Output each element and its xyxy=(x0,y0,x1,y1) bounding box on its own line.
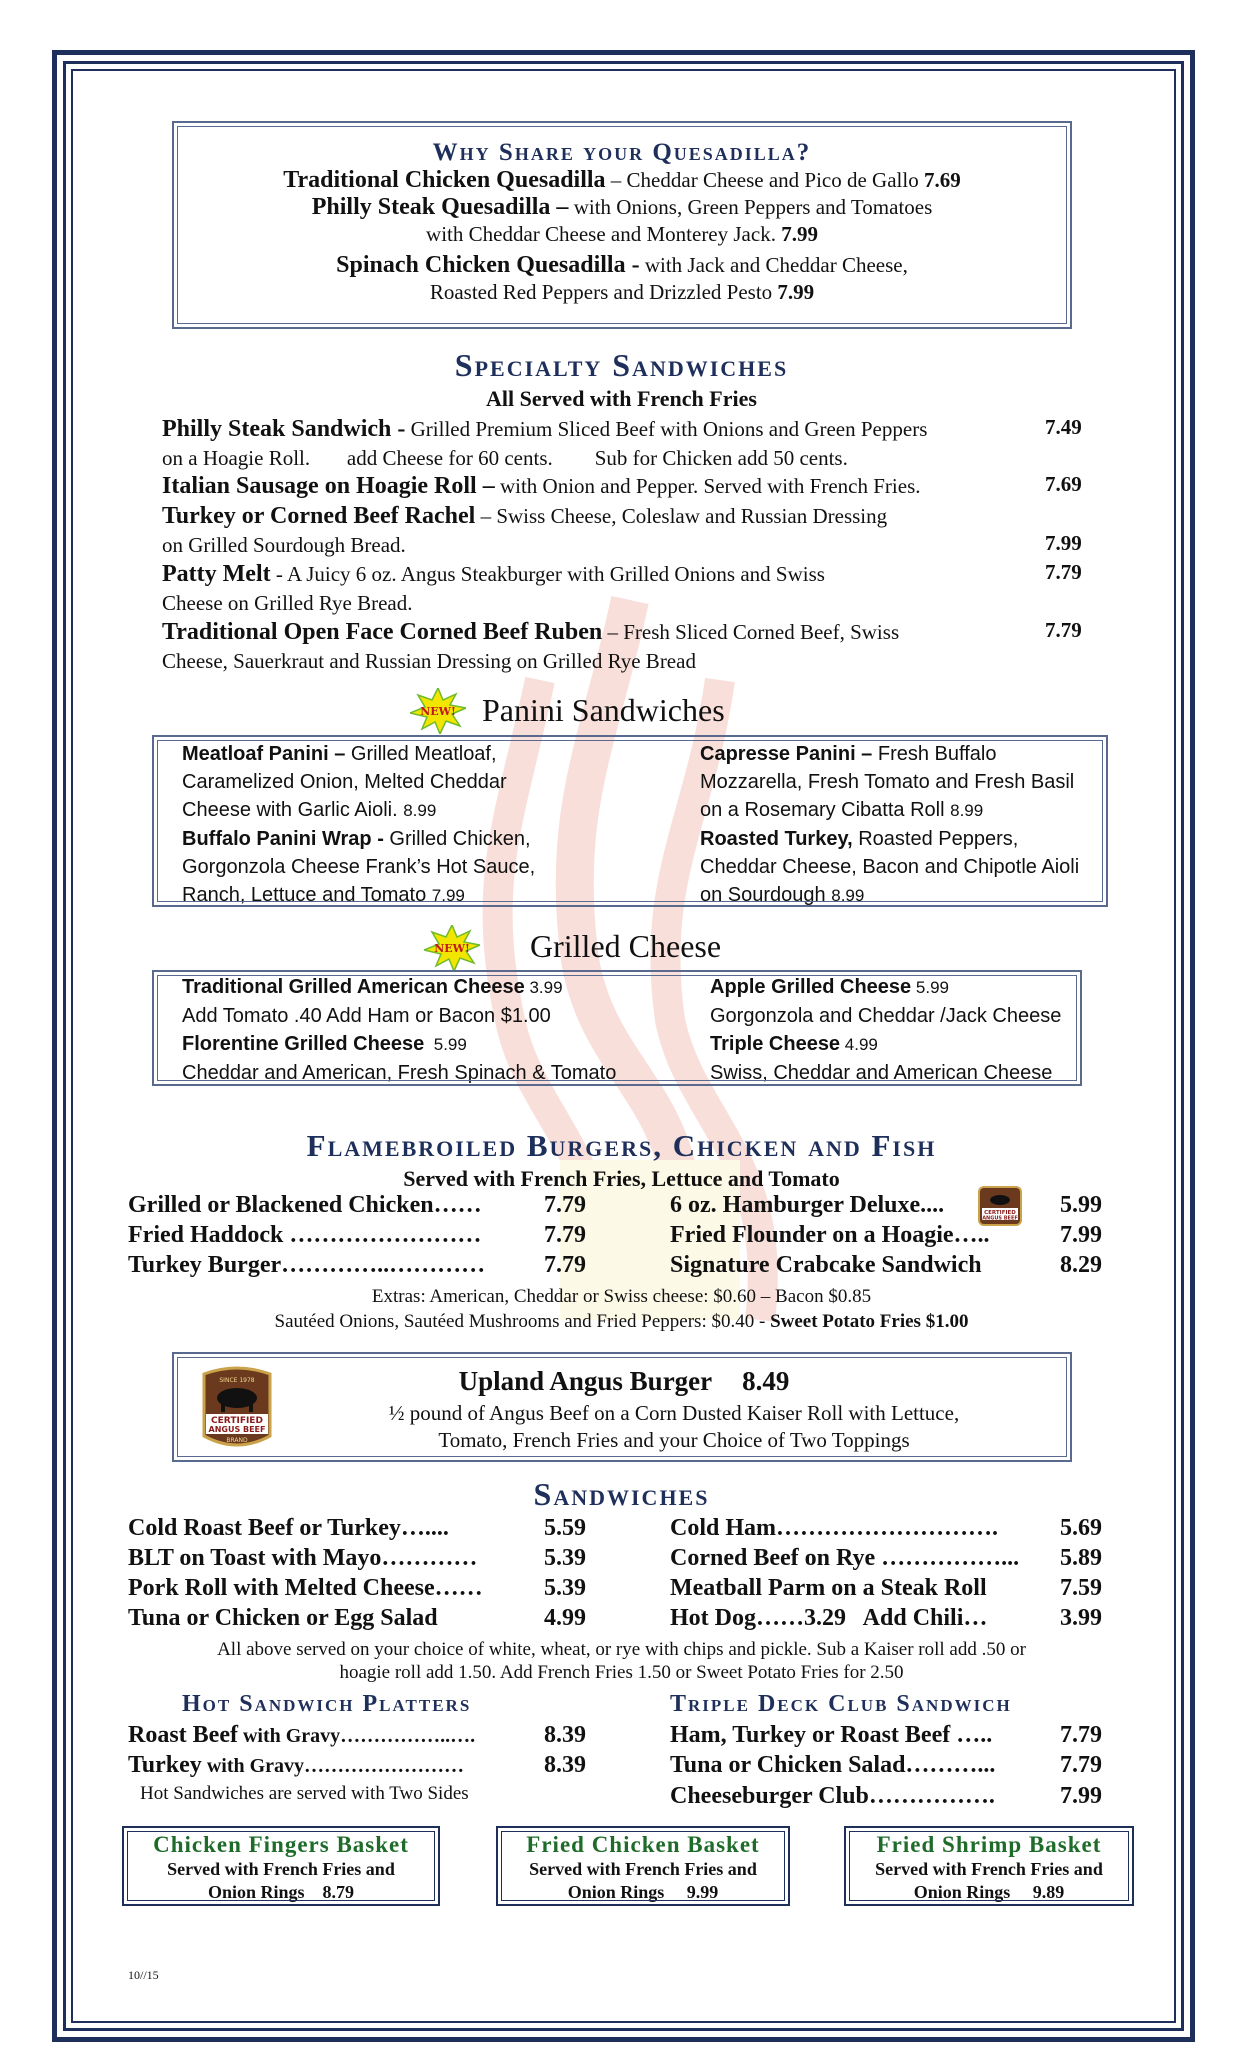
specialty-item: Philly Steak Sandwich - Grilled Premium Sliced Beef with Onions and Green Peppers on a Hoagie Roll. add Cheese for 60 cents. Sub for Chicken add 50 cents. xyxy=(162,416,928,470)
chicken-fingers-basket: Chicken Fingers Basket Served with French Fries and Onion Rings 8.79 xyxy=(122,1826,440,1906)
platter-price: 8.39 xyxy=(544,1752,586,1778)
burger-item: Grilled or Blackened Chicken…… xyxy=(128,1192,482,1218)
sandwich-price: 5.69 xyxy=(1060,1515,1102,1541)
footer-date: 10//15 xyxy=(128,1968,159,1982)
specialty-item: Italian Sausage on Hoagie Roll – with Onion and Pepper. Served with French Fries. xyxy=(162,473,921,499)
burger-item: Fried Flounder on a Hoagie….. xyxy=(670,1222,990,1248)
sandwich-price: 5.39 xyxy=(544,1575,586,1601)
burger-price: 7.79 xyxy=(544,1192,586,1218)
svg-text:BRAND: BRAND xyxy=(226,1437,248,1444)
sandwich-price: 5.89 xyxy=(1060,1545,1102,1571)
specialty-item: Traditional Open Face Corned Beef Ruben – Fresh Sliced Corned Beef, Swiss Cheese, Sauerkraut and Russian Dressing on Grilled Rye Bread xyxy=(162,619,900,673)
sandwich-price: 5.59 xyxy=(544,1515,586,1541)
club-price: 7.99 xyxy=(1060,1783,1102,1809)
grilled-cheese-title: Grilled Cheese xyxy=(530,928,722,964)
svg-text:ANGUS BEEF: ANGUS BEEF xyxy=(208,1425,266,1434)
platters-title: Hot Sandwich Platters xyxy=(182,1691,472,1717)
sandwich-item: Cold Ham………………………. xyxy=(670,1515,999,1541)
fried-shrimp-basket: Fried Shrimp Basket Served with French Fries and Onion Rings 9.89 xyxy=(844,1826,1134,1906)
specialty-price: 7.99 xyxy=(1045,531,1082,555)
svg-text:CERTIFIED: CERTIFIED xyxy=(211,1416,263,1426)
sandwiches-note: All above served on your choice of white, wheat, or rye with chips and pickle. Sub a Kaiser roll add .50 or hoagie roll add 1.50. Add French Fries 1.50 or Sweet Potato Fries for 2.50 xyxy=(217,1639,1026,1683)
platter-item: Turkey with Gravy…………………… xyxy=(128,1752,465,1778)
panini-title: Panini Sandwiches xyxy=(482,692,725,728)
angus-burger-title: Upland Angus Burger 8.49 xyxy=(458,1366,790,1396)
burgers-subtitle: Served with French Fries, Lettuce and Tomato xyxy=(403,1166,840,1191)
burger-price: 7.99 xyxy=(1060,1222,1102,1248)
specialty-price: 7.79 xyxy=(1045,618,1082,642)
panini-item: Capresse Panini – Fresh Buffalo Mozzarella, Fresh Tomato and Fresh Basil on a Rosemary Cibatta Roll 8.99 Roasted Turkey, Roasted Peppers, Cheddar Cheese, Bacon and Chipotle Aioli on Sourdough 8.99 xyxy=(700,743,1080,906)
burger-price: 7.79 xyxy=(544,1252,586,1278)
platters-note: Hot Sandwiches are served with Two Sides xyxy=(140,1783,469,1804)
new-badge-icon xyxy=(410,688,466,734)
club-price: 7.79 xyxy=(1060,1752,1102,1778)
sandwich-price: 3.99 xyxy=(1060,1605,1102,1631)
burger-price: 7.79 xyxy=(544,1222,586,1248)
angus-burger-desc: ½ pound of Angus Beef on a Corn Dusted Kaiser Roll with Lettuce, Tomato, French Fries and your Choice of Two Toppings xyxy=(388,1401,960,1452)
quesadilla-item: Spinach Chicken Quesadilla - with Jack and Cheddar Cheese, xyxy=(336,252,908,278)
svg-text:CERTIFIED: CERTIFIED xyxy=(984,1210,1016,1216)
fried-chicken-basket: Fried Chicken Basket Served with French Fries and Onion Rings 9.99 xyxy=(496,1826,790,1906)
panini-box xyxy=(152,735,1108,907)
burger-extras: Extras: American, Cheddar or Swiss cheese: $0.60 – Bacon $0.85 xyxy=(371,1286,872,1307)
certified-angus-icon xyxy=(978,1186,1022,1226)
burger-item: Signature Crabcake Sandwich xyxy=(670,1252,982,1278)
sandwich-price: 5.39 xyxy=(544,1545,586,1571)
grilled-cheese-item: Traditional Grilled American Cheese 3.99 Add Tomato .40 Add Ham or Bacon $1.00 Florentine Grilled Cheese 5.99 Cheddar and American, Fresh Spinach & Tomato xyxy=(182,976,617,1084)
burger-item: Turkey Burger…………..………… xyxy=(128,1252,486,1278)
grilled-cheese-box xyxy=(152,970,1082,1086)
quesadilla-item: Traditional Chicken Quesadilla – Cheddar Cheese and Pico de Gallo 7.69 xyxy=(283,167,961,193)
svg-text:ANGUS BEEF: ANGUS BEEF xyxy=(982,1215,1018,1222)
new-badge-icon xyxy=(424,925,480,971)
club-item: Tuna or Chicken Salad………... xyxy=(670,1752,996,1778)
specialty-price: 7.49 xyxy=(1045,415,1082,439)
quesadilla-box: Why Share your Quesadilla? Traditional Chicken Quesadilla – Cheddar Cheese and Pico de Gallo 7.69 Philly Steak Quesadilla – with Onions, Green Peppers and Tomatoes with Cheddar Cheese and Monterey Jack. 7.99 Spinach Chicken Quesadilla - with Jack and Cheddar Cheese, Roasted Red Peppers and Drizzled Pesto 7.99 xyxy=(172,121,1072,329)
sandwich-item: Tuna or Chicken or Egg Salad xyxy=(128,1605,438,1631)
club-item: Cheeseburger Club……………. xyxy=(670,1783,995,1809)
specialty-title: Specialty Sandwiches xyxy=(454,347,789,383)
panini-item: Meatloaf Panini – Grilled Meatloaf, Caramelized Onion, Melted Cheddar Cheese with Garlic Aioli. 8.99 Buffalo Panini Wrap - Grilled Chicken, Gorgonzola Cheese Frank’s Hot Sauce, Ranch, Lettuce and Tomato 7.99 xyxy=(182,743,536,906)
platter-price: 8.39 xyxy=(544,1722,586,1748)
specialty-subtitle: All Served with French Fries xyxy=(486,386,757,411)
sandwich-item: Meatball Parm on a Steak Roll xyxy=(670,1575,987,1601)
svg-text:SINCE 1978: SINCE 1978 xyxy=(219,1377,255,1384)
burgers-title: Flamebroiled Burgers, Chicken and Fish xyxy=(306,1128,937,1163)
sandwich-item: Cold Roast Beef or Turkey….... xyxy=(128,1515,449,1541)
burger-item: Fried Haddock …………………… xyxy=(128,1222,482,1248)
svg-text:NEW!: NEW! xyxy=(434,942,470,955)
club-price: 7.79 xyxy=(1060,1722,1102,1748)
quesadilla-item: Philly Steak Quesadilla – with Onions, Green Peppers and Tomatoes xyxy=(311,194,933,220)
sandwich-item: Pork Roll with Melted Cheese…… xyxy=(128,1575,483,1601)
burger-price: 8.29 xyxy=(1060,1252,1102,1278)
sandwich-item: BLT on Toast with Mayo………… xyxy=(128,1545,478,1571)
burger-price: 5.99 xyxy=(1060,1192,1102,1218)
burger-item: 6 oz. Hamburger Deluxe.... xyxy=(670,1192,945,1218)
sandwiches-title: Sandwiches xyxy=(533,1476,710,1512)
grilled-cheese-item: Apple Grilled Cheese 5.99 Gorgonzola and Cheddar /Jack Cheese Triple Cheese 4.99 Swiss, Cheddar and American Cheese xyxy=(710,976,1062,1084)
sandwich-price: 7.59 xyxy=(1060,1575,1102,1601)
sandwich-item: Hot Dog……3.29 Add Chili… xyxy=(670,1605,988,1631)
specialty-item: Patty Melt - A Juicy 6 oz. Angus Steakburger with Grilled Onions and Swiss Cheese on Grilled Rye Bread. xyxy=(162,561,825,615)
quesadilla-title: Why Share your Quesadilla? xyxy=(432,139,812,166)
specialty-price: 7.79 xyxy=(1045,560,1082,584)
platter-item: Roast Beef with Gravy……………..…. xyxy=(128,1722,476,1748)
club-item: Ham, Turkey or Roast Beef ….. xyxy=(670,1722,993,1748)
specialty-price: 7.69 xyxy=(1045,472,1082,496)
sandwich-price: 4.99 xyxy=(544,1605,586,1631)
sandwich-item: Corned Beef on Rye ……………... xyxy=(670,1545,1020,1571)
burger-extras: Sautéed Onions, Sautéed Mushrooms and Fried Peppers: $0.40 - Sweet Potato Fries $1.00 xyxy=(274,1311,969,1332)
svg-text:NEW!: NEW! xyxy=(420,705,456,718)
angus-burger-box xyxy=(172,1352,1072,1462)
specialty-item: Turkey or Corned Beef Rachel – Swiss Cheese, Coleslaw and Russian Dressing on Grilled Sourdough Bread. xyxy=(162,503,888,557)
club-title: Triple Deck Club Sandwich xyxy=(670,1691,1012,1717)
